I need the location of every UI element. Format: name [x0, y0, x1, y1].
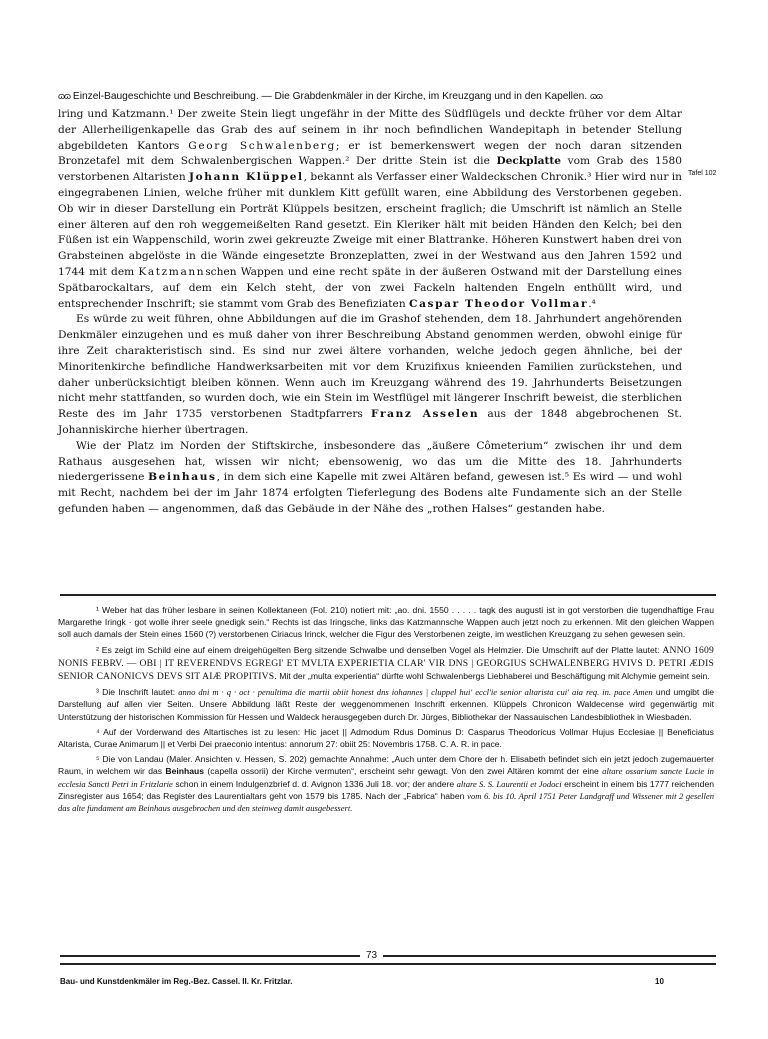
latin-altar-name: altare S. S. Laurentii et Jodoci	[456, 778, 562, 789]
text-run: schen Wappen und eine recht späte in der äußeren Ostwand mit der Darstellung eines Spätbarockaltars, auf dem ein Kelch steht, der von zwei Fackeln haltenden Engeln enthüllt wird, und entsprechender Inschrift; sie stammt vom Grab des Benefiziaten	[58, 265, 682, 310]
text-run: ; er ist bemerkenswert wegen der noch daran sitzenden Bronzetafel mit dem Schwalenbergischen Wappen.² Der dritte Stein ist die	[58, 139, 683, 168]
header-title: Einzel-Baugeschichte und Beschreibung. — Die Grabdenkmäler in der Kirche, im Kreuzgang und in den Kapellen.	[72, 91, 588, 102]
footnote-mark: ²	[96, 644, 99, 655]
paragraph-3	[58, 439, 682, 518]
header-ornament-right: ɷɷ	[589, 91, 603, 101]
term-beinhaus: Beinhaus	[148, 471, 217, 484]
main-text	[58, 107, 682, 518]
inscription-schwalenberg: ANNO 1609 NONIS FEBRV. — OBI | IT REVERENDVS EGREGI' ET MVLTA EXPERIETIA CLAR' VIR DNS | GEORGIUS SCHWALENBERG HVIVS D. PETRI ÆDIS SENIOR CANONICVS DEVS SIT AIÆ PROPITIVS.	[58, 644, 714, 683]
paragraph-2	[58, 312, 682, 438]
footnote-text: Es zeigt im Schild eine auf einem dreigehügelten Berg sitzende Schwalbe und denselben Vogel als Helmzier. Die Umschrift auf der Platte lautet:	[101, 644, 663, 655]
footnote-text: Weber hat das früher lesbare in seinen Kollektaneen (Fol. 210) notiert mit: „ao. dni. 1550 . . . . . tagk des augusti ist in got verstorben die tugendhaftige Frau Margarethe Iringk · got wolle ihrer seele gnedigk sein.“ Rechts ist das Iringsche, links das Katzmannsche Wappen auch jetzt noch zu erkennen. Mit den gleichen Wappen soll auch damals der Stein eines 1560 (?) verstorbenen Ciriacus Irinck, welcher die Figur des Verstorbenen zeigte, im westlichen Kreuzgang zu sehen gewesen sein.	[58, 605, 714, 640]
footer-series-title: Bau- und Kunstdenkmäler im Reg.-Bez. Cassel. II. Kr. Fritzlar.	[60, 977, 293, 986]
footnote-2	[58, 644, 714, 684]
footnote-mark: ⁴	[96, 726, 100, 737]
term-deckplatte: Deckplatte	[496, 155, 562, 168]
footnote-mark: ⁵	[96, 754, 100, 765]
footnote-text: Die Inschrift lautet:	[102, 687, 179, 698]
text-run: Es würde zu weit führen, ohne Abbildungen auf die im Grashof stehenden, dem 18. Jahrhundert angehörenden Denkmäler einzugehen und es muß daher von ihrer Beschreibung Abstand genommen werden, obwohl einige für ihre Zeit charakteristisch sind. Es sind nur zwei ältere vorhanden, welche jedoch gegen ähnliche, bei der Minoritenkirche befindliche Handwerksarbeiten mit vor dem Kruzifixus knieenden Familien zurückstehen, und daher unberücksichtigt bleiben können. Wenn auch im Kreuzgang während des 19. Jahrhunderts Beisetzungen nicht mehr stattfanden, so wurden doch, wie ein Stein im Westflügel mit längerer Inschrift beweist, die sterblichen Reste des im Jahr 1735 verstorbenen Stadtpfarrers	[58, 313, 682, 421]
footnote-divider	[60, 594, 716, 596]
inscription-klueppel: anno dni m · q · oct · penultima die martii obiit honest dns iohannes | cluppel hui' eccl'ie senior altarista cui' aia req. in. pace Amen	[178, 687, 653, 698]
paragraph-1	[58, 107, 682, 312]
footnote-1	[58, 604, 714, 641]
footnote-text: und umgibt die Darstellung auf allen vier Seiten. Unsere Abbildung läßt Reste der weggenommenen Inschrift erkennen. Klüppels Chronicon Waldecense wird gegenwärtig mit Unterstützung der historischen Kommission für Hessen und Waldeck herausgegeben durch Dr. Jürges, Bibliothekar der Nassauischen Landesbibliothek in Wiesbaden.	[58, 687, 714, 722]
margin-note-plate: Tafel 102	[688, 170, 717, 177]
footnote-text: Die von Landau (Maler. Ansichten v. Hessen, S. 202) gemachte Annahme: „Auch unter dem Chore der h. Elisabeth befindet sich ein jetzt jedoch zugemauerter Raum, in welchem wir das	[58, 754, 715, 777]
footnote-text: erscheint in einem bis 1777 reichenden Zinsregister aus 1654; das Register des Laurentialtars geht von 1579 bis 1785. Nach der „Fabrica“ haben	[58, 778, 715, 801]
name-klueppel: Johann Klüppel	[189, 171, 304, 184]
footnote-text: Auf der Vorderwand des Altartisches ist zu lesen: Hic jacet || Admodum Rdus Dominus D: Casparus Theodoricus Vollmar Hujus Ecclesiae || Beneficiatus Altarista, Curae Animarum || et Verbi Dei praeconio intentus: annorum 27: obiit 25: Novembris 1758. C. A. R. in pace.	[58, 726, 714, 750]
latin-altar-name: altare ossarium sancte Lucie in ecclesia Sancti Petri in Fritzlarie	[58, 766, 714, 789]
text-run: lring und Katzmann.¹ Der zweite Stein liegt ungefähr in der Mitte des Südflügels und deckte früher vor dem Altar der Allerheiligenkapelle das Grab des auf seinem in ihr noch befindlichen Wandepitaph in betender Stellung abgebildeten Kantors	[58, 108, 682, 152]
page-number: 73	[360, 950, 383, 961]
running-header	[58, 89, 714, 104]
term-beinhaus: Beinhaus	[165, 766, 205, 777]
text-run: Wie der Platz im Norden der Stiftskirche, insbesondere das „äußere Cômeterium“ zwischen ihr und dem Rathaus ausgesehen hat, wissen wir nicht; ebensowenig, wo das um die Mitte des 18. Jahrhunderts niedergerissene	[58, 439, 682, 484]
name-schwalenberg: Georg Schwalenberg	[188, 139, 336, 152]
text-run: vom Grab des 1580 verstorbenen Altaristen	[58, 155, 683, 184]
footnote-text: Mit der „multa experientia“ dürfte wohl Schwalenbergs Liebhaberei und Beschäftigung mit Alchymie gemeint sein.	[276, 671, 710, 682]
footnotes	[58, 604, 714, 817]
footer-ornament-rule	[60, 955, 716, 965]
footnote-text: schon in einem Indulgenzbrief d. d. Avignon 1336 Juli 18. vor; der andere	[172, 778, 457, 789]
name-katzmann: Katzmann	[138, 265, 206, 278]
text-run: .⁴	[588, 297, 596, 310]
footnote-4	[58, 726, 714, 750]
footnote-5	[58, 753, 714, 814]
text-run: , in dem sich eine Kapelle mit zwei Altären befand, gewesen ist.⁵ Es wird — und wohl mit Recht, nachdem bei der im Jahr 1874 erfolgten Tieferlegung des Bodens alte Fundamente sich an der Stelle gefunden haben — angenommen, daß das Gebäude in der Nähe des „rothen Halses“ gestanden habe.	[58, 471, 683, 515]
footnote-text: (capella ossorii) der Kirche vermuten“, erscheint sehr gewagt. Von den zwei Altären kommt der eine	[204, 766, 603, 777]
footer-sheet-number: 10	[655, 977, 664, 986]
text-run: , bekannt als Verfasser einer Waldeckschen Chronik.³ Hier wird nur in eingegrabenen Linien, welche früher mit dunklem Kitt gefüllt waren, eine Abbildung des Verstorbenen gegeben. Ob wir in dieser Darstellung ein Porträt Klüppels besitzen, erscheint fraglich; die Umschrift ist nämlich an Stelle einer älteren auf den roh weggemeißelten Rand gesetzt. Ein Kleriker hält mit beiden Händen den Kelch; bei den Füßen ist ein Wappenschild, worin zwei gekreuzte Zweige mit einer Blattranke. Höheren Kunstwert haben drei von Grabsteinen abgelöste in die Wände eingesetzte Bronzeplatten, zwei in der Westwand aus den Jahren 1592 und 1744 mit dem	[58, 171, 682, 278]
header-ornament-left: ɷɷ	[58, 91, 71, 101]
name-asselen: Franz Asselen	[371, 408, 480, 421]
fabrica-quote: vom 6. bis 10. April 1751 Peter Landgraff und Wissener mit 2 gesellen das alte fundament am Beinhaus ausgebrochen und den steinweg damit ausgebessert.	[58, 790, 714, 814]
footnote-mark: ¹	[96, 605, 99, 615]
name-vollmar: Caspar Theodor Vollmar	[409, 297, 589, 310]
text-run: aus der 1848 abgebrochenen St. Johanniskirche hierher übertragen.	[58, 408, 682, 436]
footnote-mark: ³	[96, 687, 99, 698]
footnote-3	[58, 686, 714, 723]
